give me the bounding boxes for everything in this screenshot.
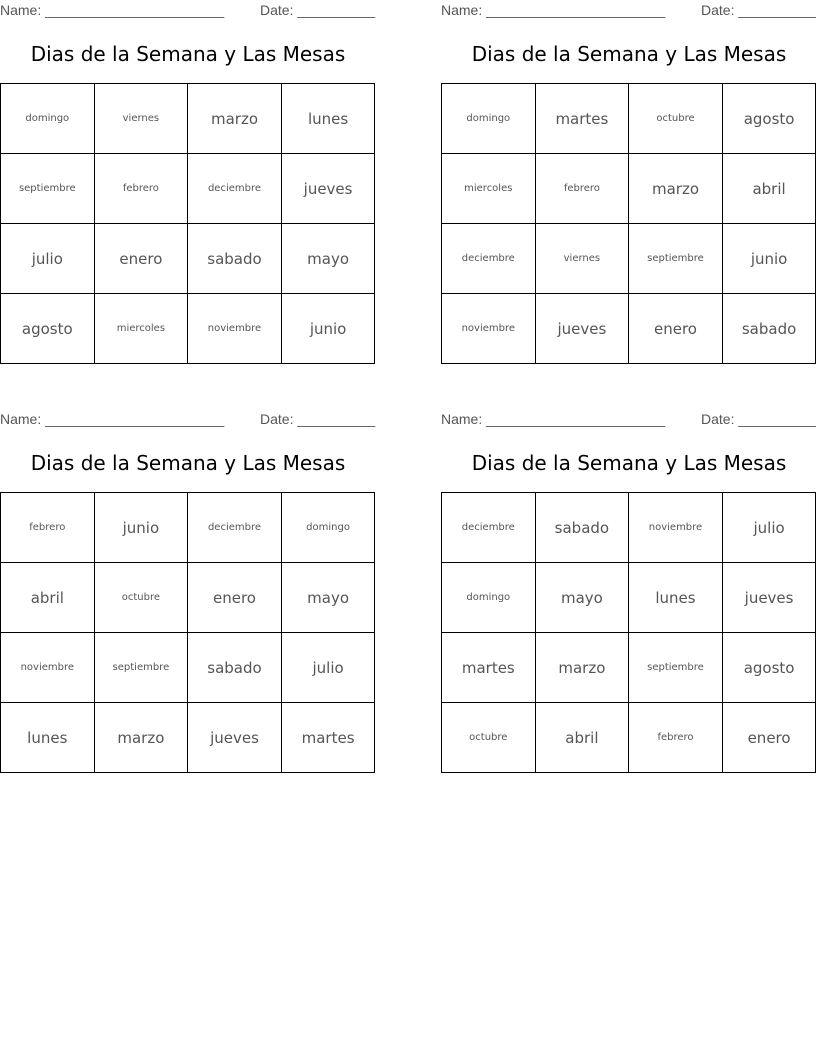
bingo-card-4 bbox=[441, 409, 816, 747]
grid-cell: deciembre bbox=[188, 154, 282, 224]
bingo-grid bbox=[0, 492, 375, 773]
grid-cell: martes bbox=[281, 703, 375, 773]
grid-cell: lunes bbox=[281, 84, 375, 154]
bingo-grid bbox=[441, 83, 816, 364]
card-title: Dias de la Semana y Las Mesas bbox=[30, 42, 346, 66]
grid-cell: sabado bbox=[535, 493, 629, 563]
grid-cell: marzo bbox=[188, 84, 282, 154]
bingo-card-1 bbox=[0, 0, 376, 338]
grid-cell: deciembre bbox=[442, 493, 536, 563]
grid-cell: noviembre bbox=[442, 294, 536, 364]
grid-cell: jueves bbox=[722, 563, 816, 633]
grid-cell: febrero bbox=[535, 154, 629, 224]
grid-cell: julio bbox=[1, 224, 95, 294]
grid-cell: abril bbox=[722, 154, 816, 224]
grid-cell: noviembre bbox=[629, 493, 723, 563]
grid-row bbox=[1, 294, 375, 364]
grid-row bbox=[442, 703, 816, 773]
grid-cell: agosto bbox=[722, 84, 816, 154]
grid-cell: octubre bbox=[94, 563, 188, 633]
grid-cell: agosto bbox=[722, 633, 816, 703]
grid-cell: miercoles bbox=[442, 154, 536, 224]
date-field[interactable]: Date: __________ bbox=[260, 2, 376, 18]
grid-cell: enero bbox=[94, 224, 188, 294]
grid-row bbox=[1, 493, 375, 563]
grid-cell: febrero bbox=[1, 493, 95, 563]
card-header bbox=[441, 409, 816, 429]
grid-cell: julio bbox=[722, 493, 816, 563]
grid-row bbox=[1, 703, 375, 773]
grid-cell: abril bbox=[1, 563, 95, 633]
grid-row bbox=[1, 224, 375, 294]
grid-cell: marzo bbox=[94, 703, 188, 773]
grid-cell: enero bbox=[188, 563, 282, 633]
grid-cell: octubre bbox=[442, 703, 536, 773]
name-field[interactable]: Name: _______________________ bbox=[0, 411, 225, 427]
grid-cell: febrero bbox=[94, 154, 188, 224]
grid-cell: martes bbox=[442, 633, 536, 703]
card-title: Dias de la Semana y Las Mesas bbox=[30, 451, 346, 475]
grid-row bbox=[442, 84, 816, 154]
grid-row bbox=[442, 493, 816, 563]
grid-cell: agosto bbox=[1, 294, 95, 364]
grid-cell: jueves bbox=[281, 154, 375, 224]
grid-cell: septiembre bbox=[629, 224, 723, 294]
grid-cell: deciembre bbox=[188, 493, 282, 563]
grid-cell: septiembre bbox=[1, 154, 95, 224]
grid-cell: noviembre bbox=[1, 633, 95, 703]
bingo-grid bbox=[441, 492, 816, 773]
grid-cell: martes bbox=[535, 84, 629, 154]
grid-cell: lunes bbox=[1, 703, 95, 773]
grid-cell: deciembre bbox=[442, 224, 536, 294]
grid-row bbox=[1, 563, 375, 633]
card-title: Dias de la Semana y Las Mesas bbox=[471, 42, 787, 66]
card-header bbox=[0, 409, 376, 429]
grid-cell: junio bbox=[722, 224, 816, 294]
grid-cell: noviembre bbox=[188, 294, 282, 364]
grid-cell: viernes bbox=[535, 224, 629, 294]
date-field[interactable]: Date: __________ bbox=[260, 411, 376, 427]
card-header bbox=[0, 0, 376, 20]
grid-cell: domingo bbox=[442, 84, 536, 154]
grid-cell: miercoles bbox=[94, 294, 188, 364]
grid-cell: domingo bbox=[281, 493, 375, 563]
grid-cell: abril bbox=[535, 703, 629, 773]
grid-row bbox=[1, 84, 375, 154]
grid-cell: febrero bbox=[629, 703, 723, 773]
grid-cell: domingo bbox=[442, 563, 536, 633]
bingo-card-2 bbox=[441, 0, 816, 338]
date-field[interactable]: Date: __________ bbox=[701, 411, 816, 427]
grid-row bbox=[1, 633, 375, 703]
grid-cell: jueves bbox=[535, 294, 629, 364]
grid-cell: octubre bbox=[629, 84, 723, 154]
grid-cell: mayo bbox=[281, 224, 375, 294]
grid-row bbox=[1, 154, 375, 224]
grid-cell: sabado bbox=[188, 633, 282, 703]
name-field[interactable]: Name: _______________________ bbox=[441, 2, 666, 18]
name-field[interactable]: Name: _______________________ bbox=[0, 2, 225, 18]
grid-cell: junio bbox=[281, 294, 375, 364]
grid-cell: septiembre bbox=[94, 633, 188, 703]
grid-cell: marzo bbox=[535, 633, 629, 703]
date-field[interactable]: Date: __________ bbox=[701, 2, 816, 18]
bingo-card-3 bbox=[0, 409, 376, 747]
grid-cell: jueves bbox=[188, 703, 282, 773]
grid-cell: septiembre bbox=[629, 633, 723, 703]
grid-row bbox=[442, 154, 816, 224]
name-field[interactable]: Name: _______________________ bbox=[441, 411, 666, 427]
grid-cell: enero bbox=[629, 294, 723, 364]
grid-cell: domingo bbox=[1, 84, 95, 154]
grid-cell: marzo bbox=[629, 154, 723, 224]
grid-row bbox=[442, 294, 816, 364]
grid-row bbox=[442, 563, 816, 633]
grid-cell: lunes bbox=[629, 563, 723, 633]
grid-row bbox=[442, 633, 816, 703]
grid-cell: enero bbox=[722, 703, 816, 773]
card-title: Dias de la Semana y Las Mesas bbox=[471, 451, 787, 475]
grid-cell: mayo bbox=[281, 563, 375, 633]
grid-cell: mayo bbox=[535, 563, 629, 633]
bingo-grid bbox=[0, 83, 375, 364]
card-header bbox=[441, 0, 816, 20]
grid-cell: sabado bbox=[722, 294, 816, 364]
grid-cell: julio bbox=[281, 633, 375, 703]
grid-cell: viernes bbox=[94, 84, 188, 154]
grid-row bbox=[442, 224, 816, 294]
grid-cell: sabado bbox=[188, 224, 282, 294]
grid-cell: junio bbox=[94, 493, 188, 563]
